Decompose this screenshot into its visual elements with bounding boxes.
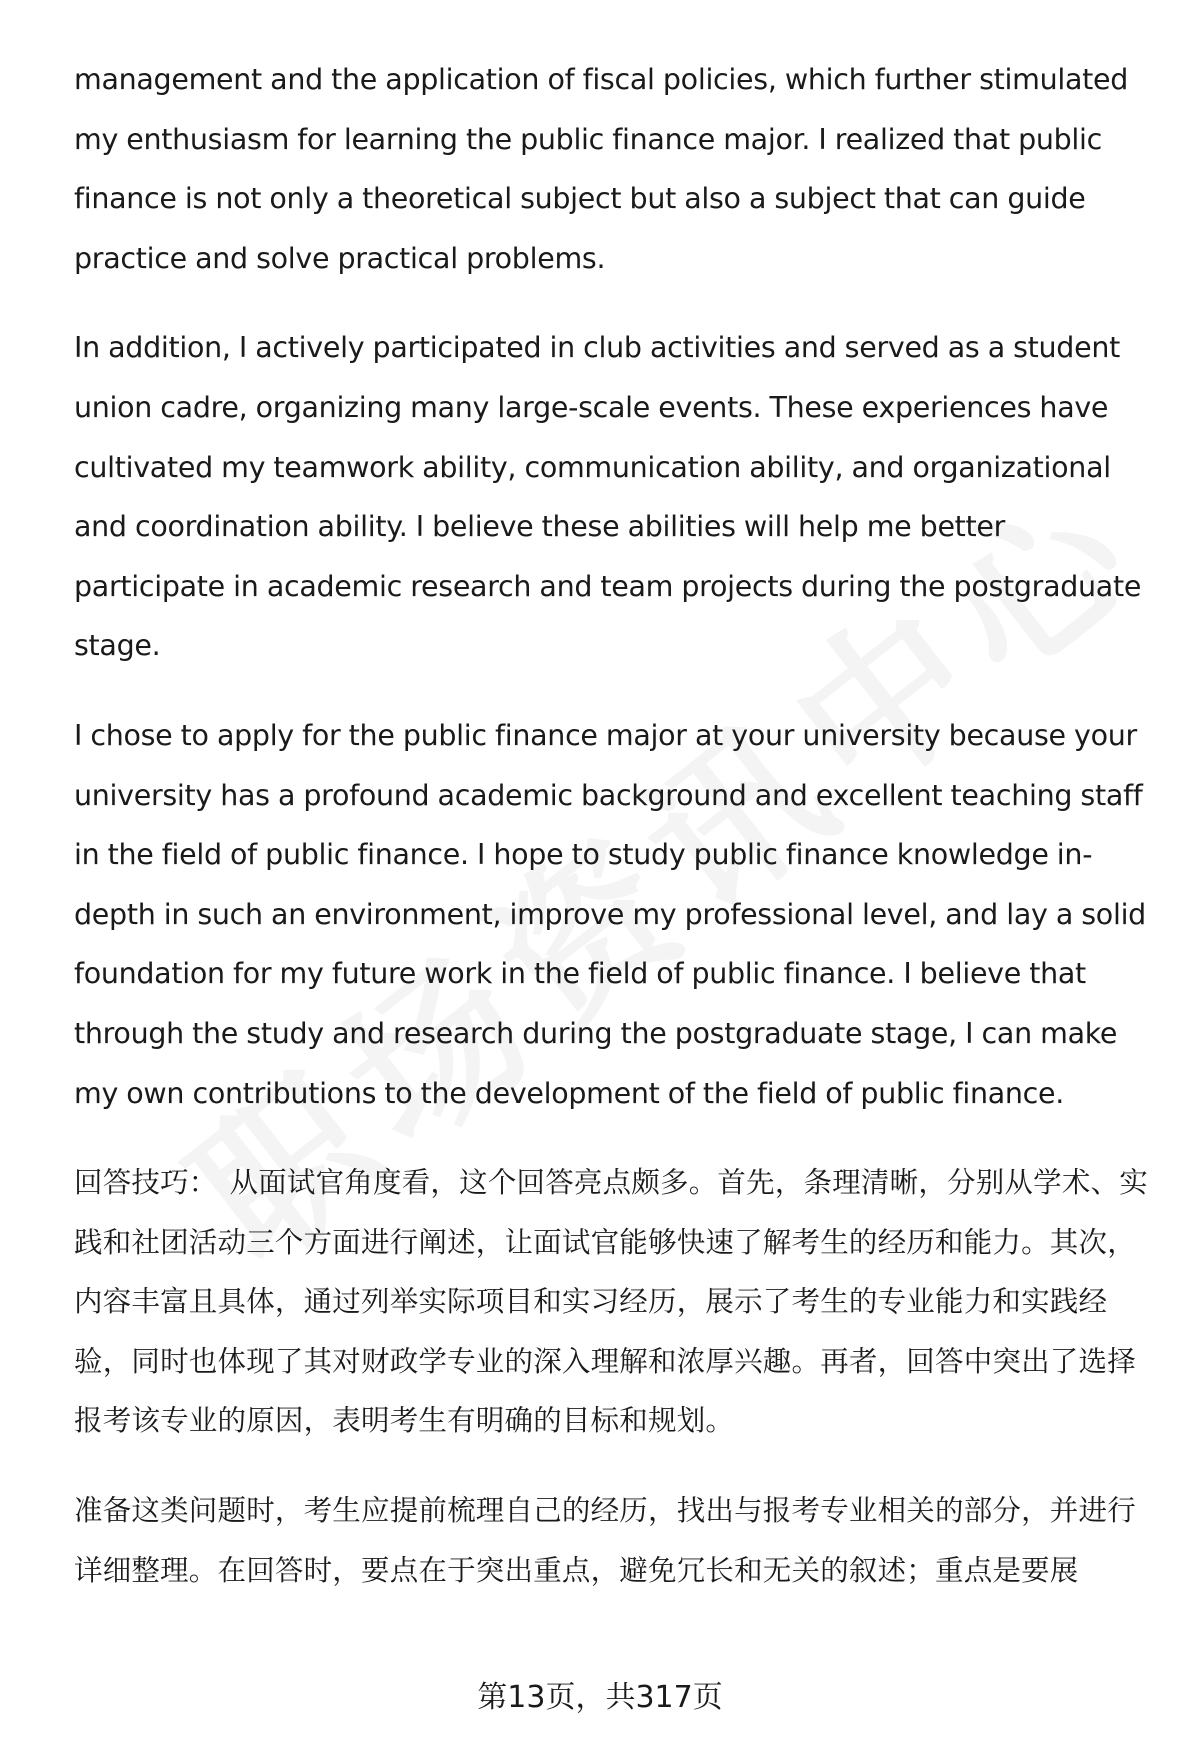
paragraph-2: In addition, I actively participated in club activities and served as a student union cadre, organizing many large-scale events. These experiences have cultivated my teamwork ability, communication ability, and organizational and coordination ability. I believe these abilities will help me better participate in academic research and team projects during the postgraduate stage. [74,331,1142,663]
paragraph-1: management and the application of fiscal policies, which further stimulated my enthusiasm for learning the public finance major. I realized that public finance is not only a theoretical subject but also a subject that can guide practice and solve practical problems. [74,63,1129,275]
document-body [74,50,1164,1630]
answer-tips-label: 回答技巧： [74,1166,218,1200]
answer-tips-paragraph [74,1153,1164,1451]
paragraph-3: I chose to apply for the public finance major at your university because your university has a profound academic background and excellent teaching staff in the field of public finance. I hope to study public finance knowledge in-depth in such an environment, improve my professional level, and lay a solid foundation for my future work in the field of public finance. I believe that through the study and research during the postgraduate stage, I can make my own contributions to the development of the field of public finance. [74,718,1146,1110]
page-number: 第13页，共317页 [477,1680,723,1715]
preparation-paragraph: 准备这类问题时，考生应提前梳理自己的经历，找出与报考专业相关的部分，并进行详细整理。在回答时，要点在于突出重点，避免冗长和无关的叙述；重点是要展 [74,1494,1136,1587]
answer-tips-text: 从面试官角度看，这个回答亮点颇多。首先，条理清晰，分别从学术、实践和社团活动三个方面进行阐述，让面试官能够快速了解考生的经历和能力。其次，内容丰富且具体，通过列举实际项目和实习经历，展示了考生的专业能力和实践经验，同时也体现了其对财政学专业的深入理解和浓厚兴趣。再者，回答中突出了选择报考该专业的原因，表明考生有明确的目标和规划。 [74,1166,1148,1438]
